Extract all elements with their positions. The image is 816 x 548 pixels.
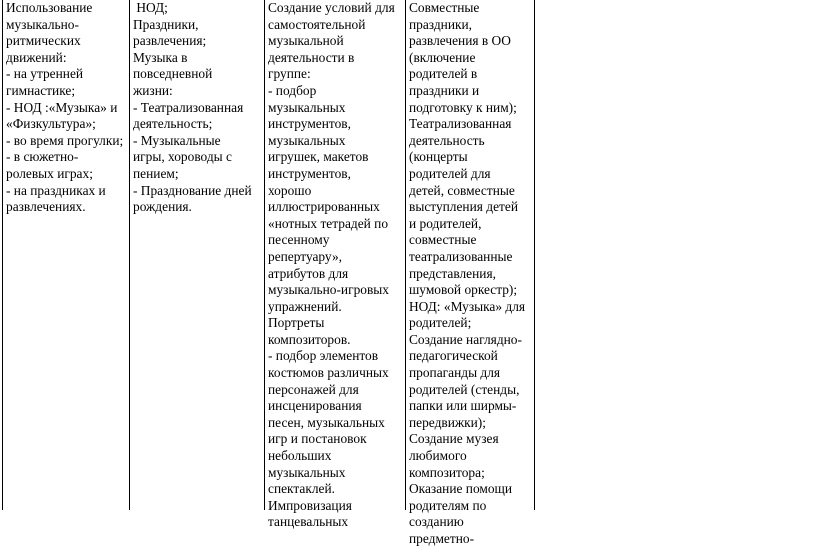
text-line: композиторов. (268, 331, 351, 347)
text-line: развлечениях. (6, 199, 86, 215)
text-line: ритмических (6, 33, 81, 49)
text-line: Использование (6, 0, 93, 15)
text-line: совместные (409, 232, 477, 248)
text-line: пением; (133, 165, 179, 181)
text-line: созданию (409, 514, 464, 530)
text-line: Портреты (268, 315, 325, 331)
text-line: музыкальных (268, 132, 346, 148)
text-line: - во время прогулки; (6, 132, 124, 148)
text-line: развлечения; (133, 33, 207, 49)
text-line: - на утренней (6, 66, 84, 82)
text-line: Музыка в (133, 49, 188, 65)
text-line: инструментов, (268, 165, 351, 181)
table-divider-1 (129, 0, 130, 510)
text-line: развлечения в ОО (409, 33, 511, 49)
text-line: «нотных тетрадей по (268, 215, 389, 231)
text-line: самостоятельной (268, 16, 366, 32)
text-line: родителям по (409, 497, 487, 513)
text-line: музыкально-игровых (268, 282, 389, 298)
text-line: гимнастике; (6, 82, 76, 98)
text-line: музыкальных (268, 464, 346, 480)
text-line: - подбор элементов (268, 348, 379, 364)
text-line: жизни: (133, 82, 173, 98)
text-line: педагогической (409, 348, 498, 364)
text-line: представления, (409, 265, 496, 281)
text-line: атрибутов для (268, 265, 349, 281)
text-line: родителей; (409, 315, 472, 331)
text-line: игры, хороводы с (133, 149, 232, 165)
text-line: деятельность; (133, 116, 213, 132)
text-line: иллюстрированных (268, 199, 380, 215)
text-line: и родителей, (409, 215, 482, 231)
text-line: повседневной (133, 66, 213, 82)
text-line: костюмов различных (268, 365, 389, 381)
table-border-left (2, 0, 3, 510)
text-line: Создание наглядно- (409, 331, 522, 347)
text-line: репертуару», (268, 248, 342, 264)
text-line: деятельность (409, 132, 485, 148)
text-line: праздники, (409, 16, 473, 32)
text-line: НОД; (133, 0, 168, 15)
table-border-right (534, 0, 535, 510)
text-line: упражнений. (268, 298, 342, 314)
table-divider-2 (264, 0, 265, 510)
text-line: танцевальных (268, 514, 349, 530)
table-cell-independent-activity (268, 0, 404, 531)
text-line: предметно- (409, 531, 475, 546)
text-line: - на праздниках и (6, 182, 106, 198)
text-line: НОД: «Музыка» для (409, 298, 526, 314)
text-line: песен, музыкальных (268, 414, 385, 430)
cell-text (133, 0, 263, 216)
text-line: пропаганды для (409, 365, 501, 381)
text-line: - НОД :«Музыка» и (6, 99, 118, 115)
text-line: любимого (409, 448, 467, 464)
text-line: инсценирования (268, 398, 362, 414)
text-line: родителей для (409, 165, 491, 181)
text-line: композитора; (409, 464, 485, 480)
text-line: папки или ширмы- (409, 398, 517, 414)
text-line: (включение (409, 49, 476, 65)
text-line: Праздники, (133, 16, 199, 32)
text-line: родителей в (409, 66, 478, 82)
text-line: родителей (стенды, (409, 381, 520, 397)
text-line: группе: (268, 66, 311, 82)
text-line: игр и постановок (268, 431, 367, 447)
text-line: праздники и (409, 82, 480, 98)
text-line: музыкальных (268, 99, 346, 115)
text-line: хорошо (268, 182, 312, 198)
text-line: Совместные (409, 0, 480, 15)
text-line: - Празднование дней (133, 182, 252, 198)
text-line: Создание условий для (268, 0, 395, 15)
text-line: музыкальной (268, 33, 344, 49)
table-cell-parents-cooperation (409, 0, 533, 548)
text-line: Оказание помощи (409, 481, 513, 497)
text-line: спектаклей. (268, 481, 335, 497)
text-line: шумовой оркестр); (409, 282, 518, 298)
text-line: движений: (6, 49, 67, 65)
text-line: передвижки); (409, 414, 486, 430)
cell-text (409, 0, 533, 548)
text-line: небольших (268, 448, 332, 464)
text-line: музыкально- (6, 16, 79, 32)
text-line: - Музыкальные (133, 132, 221, 148)
cell-text (268, 0, 404, 531)
text-line: - Театрализованная (133, 99, 244, 115)
text-line: Создание музея (409, 431, 499, 447)
cell-text (6, 0, 128, 216)
text-line: Театрализованная (409, 116, 512, 132)
table-cell-music-rhythmic (6, 0, 128, 216)
text-line: деятельности в (268, 49, 355, 65)
text-line: выступления детей (409, 199, 518, 215)
text-line: - подбор (268, 82, 317, 98)
text-line: игрушек, макетов (268, 149, 369, 165)
text-line: детей, совместные (409, 182, 515, 198)
text-line: - в сюжетно- (6, 149, 79, 165)
table-cell-activities (133, 0, 263, 216)
text-line: ролевых играх; (6, 165, 93, 181)
text-line: (концерты (409, 149, 468, 165)
text-line: «Физкультура»; (6, 116, 96, 132)
text-line: инструментов, (268, 116, 351, 132)
table-divider-3 (405, 0, 406, 510)
text-line: подготовку к ним); (409, 99, 517, 115)
text-line: персонажей для (268, 381, 359, 397)
text-line: театрализованные (409, 248, 513, 264)
text-line: песенному (268, 232, 330, 248)
text-line: рождения. (133, 199, 192, 215)
text-line: Импровизация (268, 497, 352, 513)
